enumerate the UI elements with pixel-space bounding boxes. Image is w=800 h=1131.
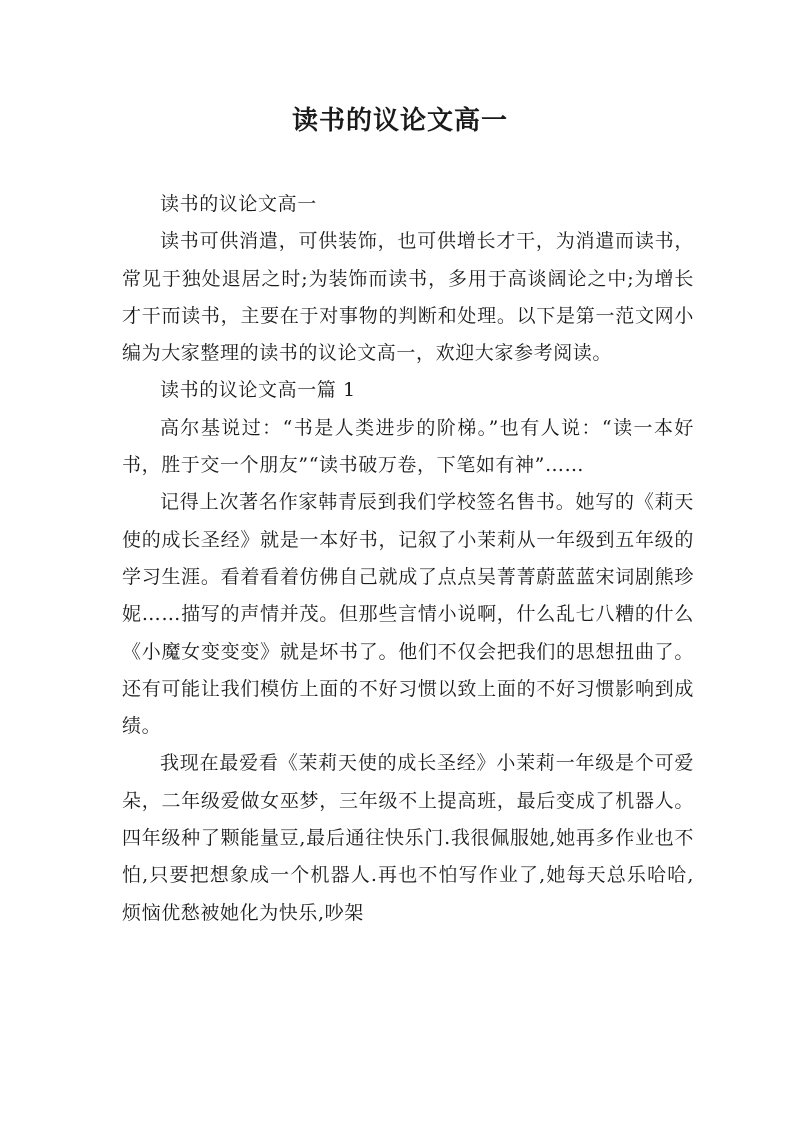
intro-heading: 读书的议论文高一 [160,193,317,215]
document-body [122,186,694,932]
intro-paragraph: 读书可供消遣，可供装饰，也可供增长才干，为消遣而读书，常见于独处退居之时;为装饰而读书，多用于高谈阔论之中;为增长才干而读书，主要在于对事物的判断和处理。以下是第一范文网小编为大家整理的读书的议论文高一，欢迎大家参考阅读。 [122,230,694,365]
paragraph-favorite: 我现在最爱看《茉莉天使的成长圣经》小茉莉一年级是个可爱朵，二年级爱做女巫梦，三年级不上提高班，最后变成了机器人。四年级种了颗能量豆,最后通往快乐门.我很佩服她,她再多作业也不怕,只要把想象成一个机器人.再也不怕写作业了,她每天总乐哈哈,烦恼优愁被她化为快乐,吵架 [122,752,694,924]
section-heading: 读书的议论文高一篇 1 [160,379,356,402]
paragraph-quote: 高尔基说过：“书是人类进步的阶梯。”也有人说：“读一本好书，胜于交一个朋友”“读书破万卷，下笔如有神”…… [122,416,694,477]
document-title: 读书的议论文高一 [291,106,508,136]
paragraph-memory: 记得上次著名作家韩青辰到我们学校签名售书。她写的《莉天使的成长圣经》就是一本好书，记叙了小茉莉从一年级到五年级的学习生涯。看着看着仿佛自己就成了点点吴菁菁蔚蓝蓝宋词剧熊珍妮……描写的声情并茂。但那些言情小说啊，什么乱七八糟的什么《小魔女变变变》就是坏书了。他们不仅会把我们的思想扭曲了。还有可能让我们模仿上面的不好习惯以致上面的不好习惯影响到成绩。 [122,491,694,738]
